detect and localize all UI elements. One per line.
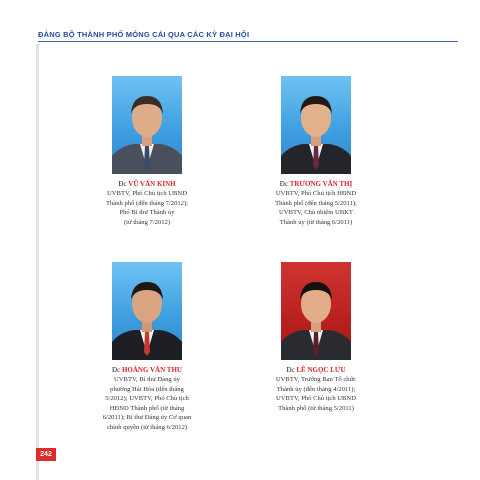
person-name: LÊ NGỌC LƯU — [296, 366, 346, 374]
desc-line: Thành phố (đến tháng 5/2011); — [275, 199, 357, 207]
header-rule — [38, 41, 458, 42]
desc-line: UVBTV, Phó Chủ tịch UBND — [276, 395, 356, 403]
desc-line: 5/2012); UVBTV, Phó Chủ tịch — [105, 395, 189, 403]
person-name: HOÀNG VĂN THU — [121, 366, 182, 374]
portrait-photo-1 — [112, 76, 182, 174]
portrait-card-2 — [257, 76, 375, 227]
desc-line: phường Hải Hòa (đến tháng — [110, 385, 184, 393]
person-name-line-1 — [92, 180, 202, 189]
page-margin-bar — [36, 44, 39, 480]
name-prefix: Đc — [279, 180, 288, 188]
desc-line: UVBTV, Bí thư Đảng ủy — [114, 376, 180, 383]
desc-line: UVBTV, Phó Chủ tịch HĐND — [275, 190, 357, 197]
portrait-card-1 — [92, 76, 202, 227]
person-name-line-4 — [257, 366, 375, 375]
person-name-line-2 — [257, 180, 375, 189]
name-prefix: Đc — [118, 180, 127, 188]
running-header: ĐẢNG BỘ THÀNH PHỐ MÓNG CÁI QUA CÁC KỲ ĐẠI HỘI — [38, 30, 250, 39]
desc-line: chính quyền (từ tháng 6/2012) — [106, 423, 188, 431]
desc-line: Thành ủy (từ tháng 6/2011) — [279, 218, 353, 226]
portrait-photo-3 — [112, 262, 182, 360]
person-description-3 — [88, 375, 206, 433]
person-description-4 — [257, 375, 375, 413]
person-description-2 — [257, 189, 375, 227]
person-description-1 — [92, 189, 202, 227]
desc-line: HĐND Thành phố (từ tháng — [109, 404, 185, 412]
desc-line: Thành phố (từ tháng 5/2011) — [278, 404, 354, 412]
desc-line: UVBTV, Phó Chủ tịch UBND — [107, 190, 187, 197]
desc-line: Thành ủy (đến tháng 4/2011); — [276, 385, 356, 393]
desc-line: Thành phố (đến tháng 7/2012); — [105, 199, 189, 207]
portrait-photo-2 — [281, 76, 351, 174]
portrait-card-3 — [88, 262, 206, 433]
name-prefix: Đc — [286, 366, 295, 374]
desc-line: Phó Bí thư Thành ủy — [119, 209, 175, 217]
page-number-badge: 242 — [36, 448, 56, 461]
person-name: VŨ VĂN KINH — [128, 180, 176, 188]
person-name: TRƯƠNG VĂN THỊ — [289, 180, 353, 188]
desc-line: UVBTV, Trưởng Ban Tổ chức — [275, 376, 357, 383]
desc-line: UVBTV, Chủ nhiệm UBKT — [279, 209, 353, 217]
desc-line: (từ tháng 7/2012) — [123, 218, 171, 226]
name-prefix: Đc — [112, 366, 121, 374]
portrait-photo-4 — [281, 262, 351, 360]
portrait-card-4 — [257, 262, 375, 413]
person-name-line-3 — [88, 366, 206, 375]
desc-line: 6/2011); Bí thư Đảng ủy Cơ quan — [102, 414, 192, 422]
